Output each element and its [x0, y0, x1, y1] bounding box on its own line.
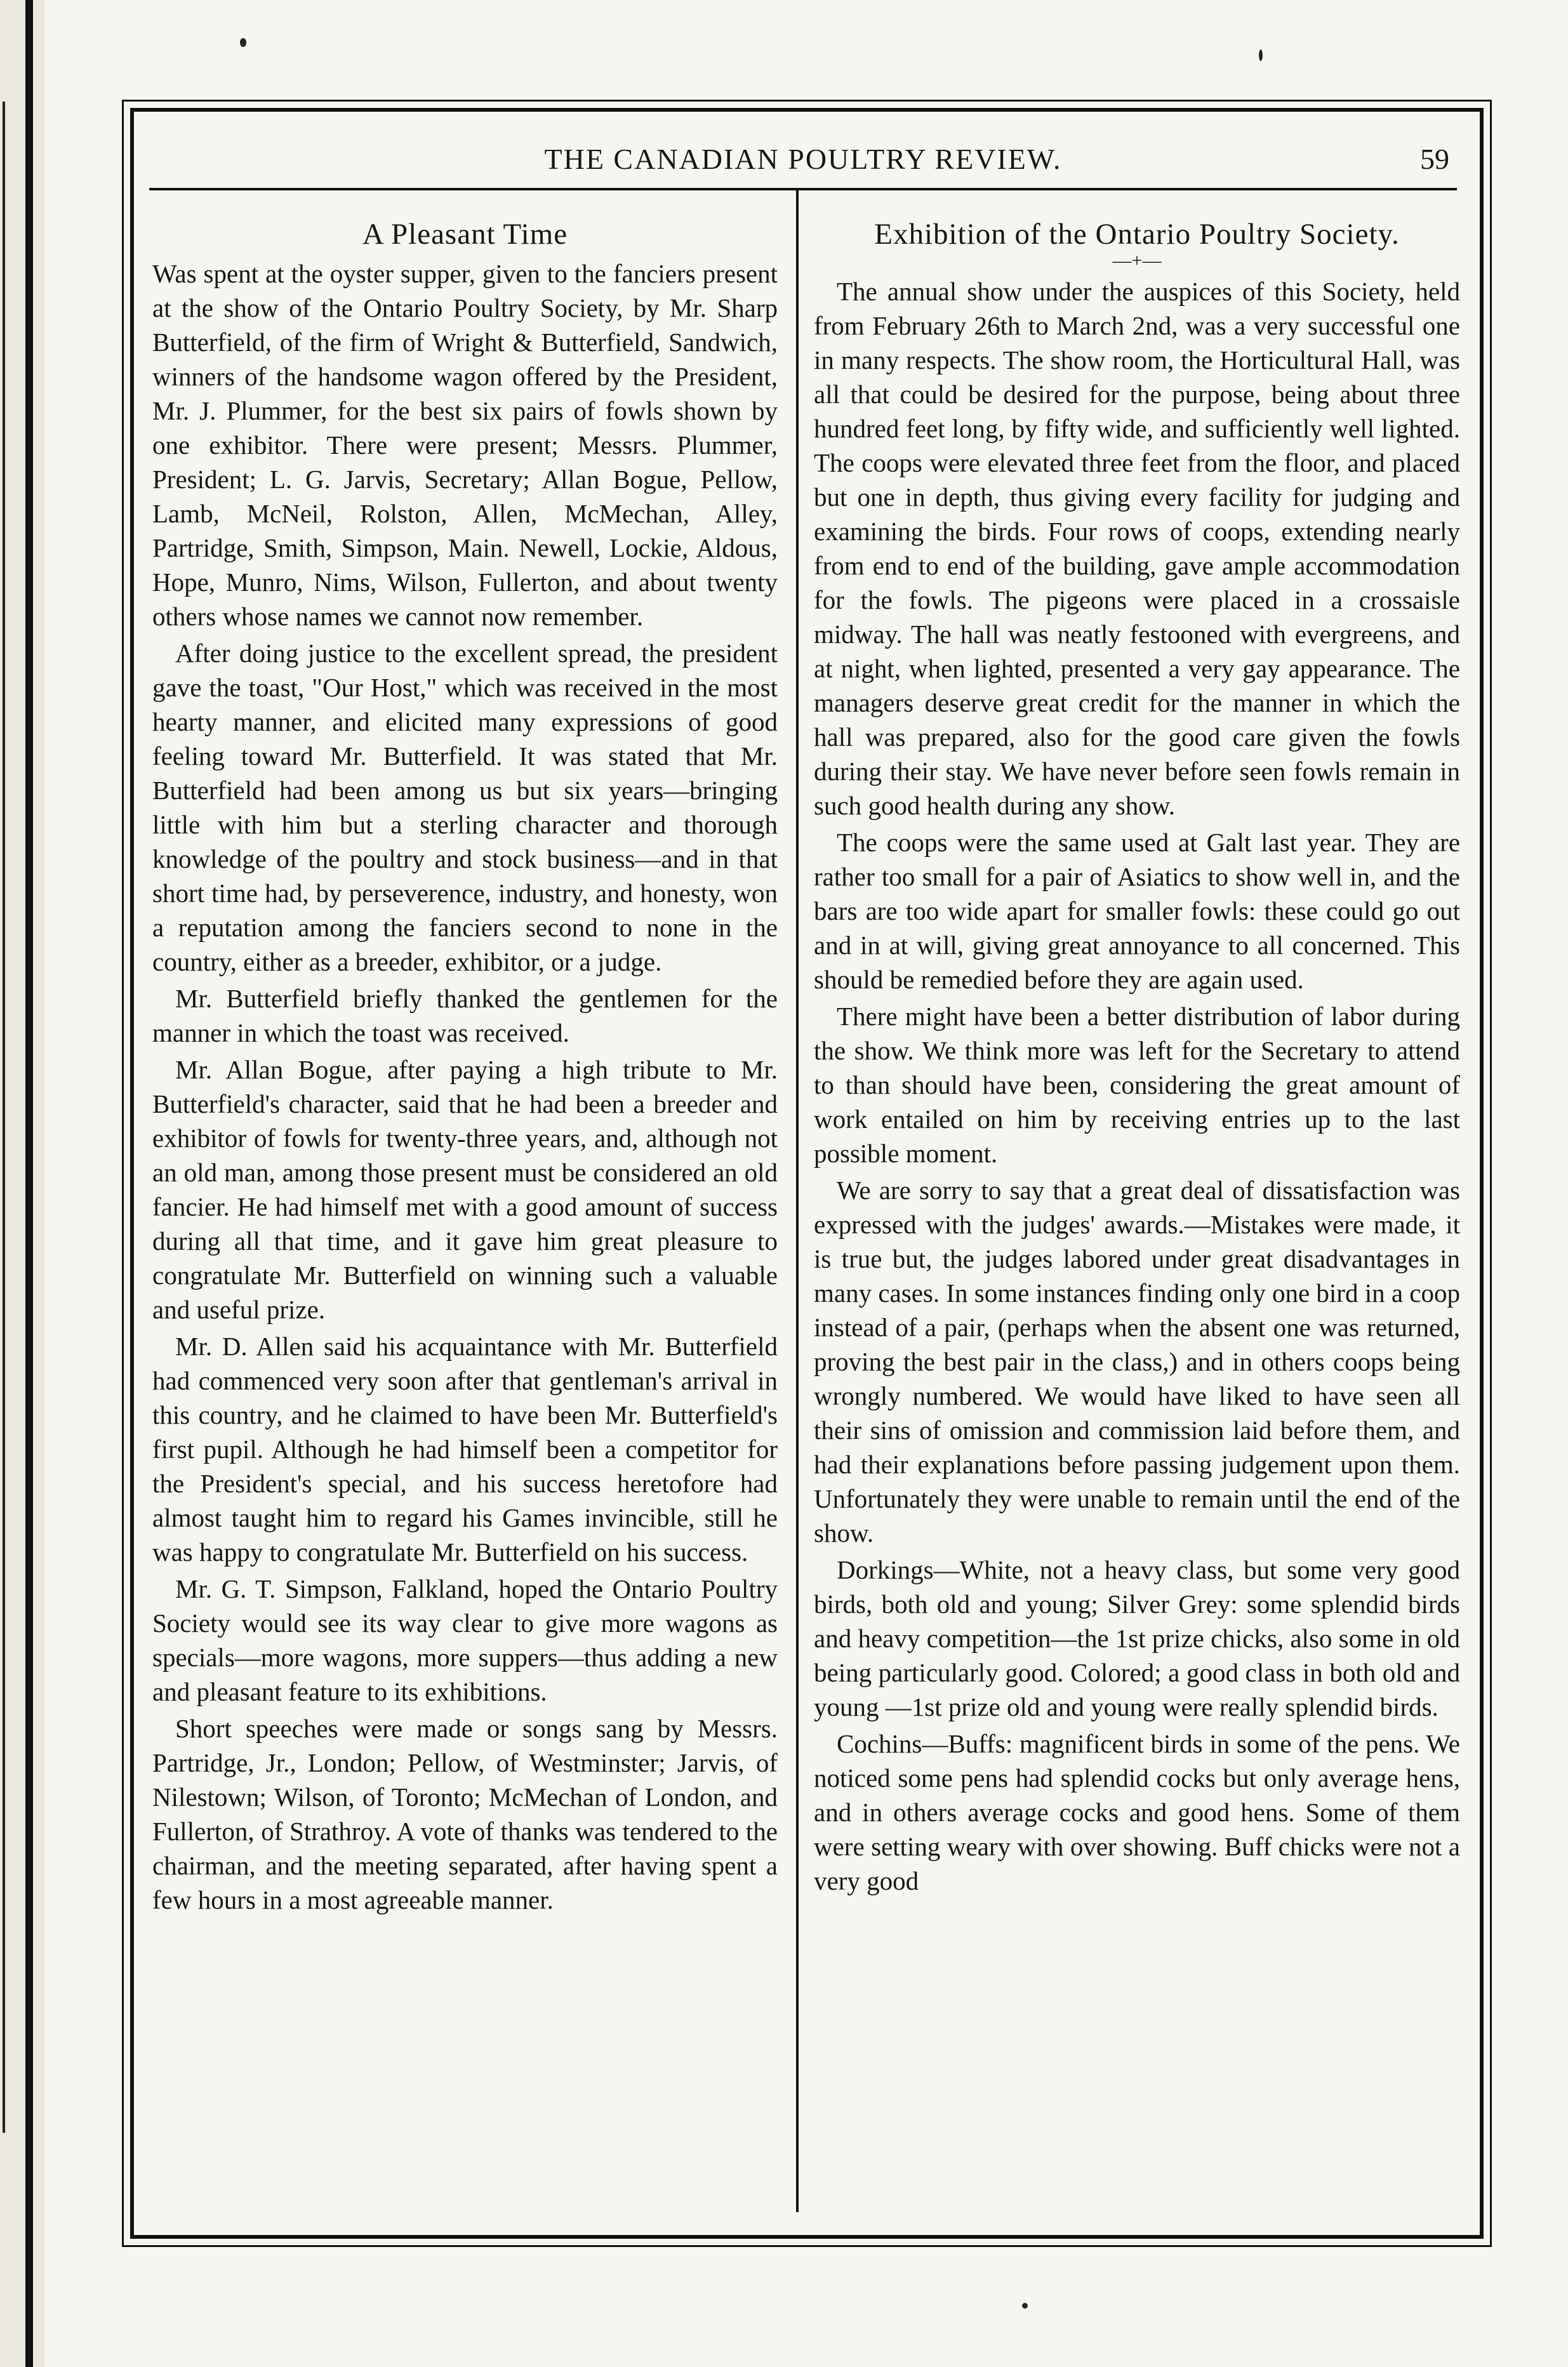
article-paragraph: Cochins—Buffs: magnificent birds in some of the pens. We noticed some pens had splendid cocks but only average hens, and in others average cocks and good hens. Some of them were setting weary with over showing. Buff chicks were not a very good	[814, 1729, 1460, 1895]
binding-shadow-bar	[25, 0, 33, 2367]
ink-speck	[1022, 2303, 1028, 2309]
article-paragraph: Mr. G. T. Simpson, Falkland, hoped the Ontario Poultry Society would see its way clear to give more wagons as specials—more wagons, more suppers—thus adding a new and pleasant feature to its exhibitions.	[152, 1574, 778, 1706]
article-paragraph: Short speeches were made or songs sang by Messrs. Partridge, Jr., London; Pellow, of Westminster; Jarvis, of Nilestown; Wilson, of Toronto; McMechan of London, and Fullerton, of Strathroy. A vote of thanks was tendered to the chairman, and the meeting separated, after having spent a few hours in a most agreeable manner.	[152, 1714, 778, 1914]
article-paragraph: The annual show under the auspices of this Society, held from February 26th to March 2nd, was a very successful one in many respects. The show room, the Horticultural Hall, was all that could be desired for the purpose, being about three hundred feet long, by fifty wide, and sufficiently well lighted. The coops were elevated three feet from the floor, and placed but one in depth, thus giving every facility for judging and examining the birds. Four rows of coops, extending nearly from end to end of the building, gave ample accommodation for the fowls. The pigeons were placed in a crossaisle midway. The hall was neatly festooned with evergreens, and at night, when lighted, presented a very gay appearance. The managers deserve great credit for the manner in which the hall was prepared, also for the good care given the fowls during their stay. We have never before seen fowls remain in such good health during any show.	[814, 277, 1460, 820]
title-ornament: —+—	[1112, 250, 1162, 271]
left-column	[152, 190, 778, 2215]
article-title: A Pleasant Time	[362, 218, 568, 251]
article-paragraph: We are sorry to say that a great deal of dissatisfaction was expressed with the judges' awards.—Mistakes were made, it is true but, the judges labored under great disadvantages in many cases. In some instances finding only one bird in a coop instead of a pair, (perhaps when the absent one was returned, proving the best pair in the class,) and in others coops being wrongly numbered. We would have liked to have seen all their sins of omission and commission laid before them, and had their explanations before passing judgement upon them. Unfortunately they were unable to remain until the end of the show.	[814, 1176, 1460, 1548]
article-title: Exhibition of the Ontario Poultry Society.	[874, 218, 1400, 251]
article-paragraph: Dorkings—White, not a heavy class, but some very good birds, both old and young; Silver Grey: some splendid birds and heavy competition—the 1st prize chicks, also some in old being particularly good. Colored; a good class in both old and young —1st prize old and young were really splendid birds.	[814, 1555, 1460, 1721]
ink-speck	[1259, 50, 1263, 61]
binding-edge-line	[3, 102, 5, 2133]
right-column	[814, 190, 1460, 2215]
page-binding-edge	[0, 0, 44, 2367]
article-paragraph: The coops were the same used at Galt last year. They are rather too small for a pair of Asiatics to show well in, and the bars are too wide apart for smaller fowls: these could go out and in at will, giving great annoyance to all concerned. This should be remedied before they are again used.	[814, 828, 1460, 994]
article-paragraph: Mr. D. Allen said his acquaintance with Mr. Butterfield had commenced very soon after that gentleman's arrival in this country, and he claimed to have been Mr. Butterfield's first pupil. Although he had himself been a competitor for the President's special, and his success heretofore had almost taught him to regard his Games invincible, still he was happy to congratulate Mr. Butterfield on his success.	[152, 1332, 778, 1567]
article-paragraph: Mr. Butterfield briefly thanked the gentlemen for the manner in which the toast was received.	[152, 984, 778, 1047]
article-paragraph: Mr. Allan Bogue, after paying a high tribute to Mr. Butterfield's character, said that he had been a breeder and exhibitor of fowls for twenty-three years, and, although not an old man, among those present must be considered an old fancier. He had himself met with a good amount of success during all that time, and it gave him great pleasure to congratulate Mr. Butterfield on winning such a valuable and useful prize.	[152, 1055, 778, 1324]
ink-speck	[240, 38, 246, 47]
running-header	[149, 133, 1457, 190]
column-divider	[796, 190, 799, 2212]
journal-title: THE CANADIAN POULTRY REVIEW.	[544, 143, 1062, 175]
article-paragraph: After doing justice to the excellent spread, the president gave the toast, "Our Host," which was received in the most hearty manner, and elicited many expressions of good feeling toward Mr. Butterfield. It was stated that Mr. Butterfield had been among us but six years—bringing little with him but a sterling character and thorough knowledge of the poultry and stock business—and in that short time had, by perseverence, industry, and honesty, won a reputation among the fanciers second to none in the country, either as a breeder, exhibitor, or a judge.	[152, 639, 778, 976]
article-paragraph: Was spent at the oyster supper, given to the fanciers present at the show of the Ontario Poultry Society, by Mr. Sharp Butterfield, of the firm of Wright & Butterfield, Sandwich, winners of the handsome wagon offered by the President, Mr. J. Plummer, for the best six pairs of fowls shown by one exhibitor. There were present; Messrs. Plummer, President; L. G. Jarvis, Secretary; Allan Bogue, Pellow, Lamb, McNeil, Rolston, Allen, McMechan, Alley, Partridge, Smith, Simpson, Main. Newell, Lockie, Aldous, Hope, Munro, Nims, Wilson, Fullerton, and about twenty others whose names we cannot now remember.	[152, 259, 778, 631]
page-number: 59	[1420, 143, 1449, 175]
article-paragraph: There might have been a better distribution of labor during the show. We think more was left for the Secretary to attend to than should have been, considering the great amount of work entailed on him by receiving entries up to the last possible moment.	[814, 1002, 1460, 1168]
